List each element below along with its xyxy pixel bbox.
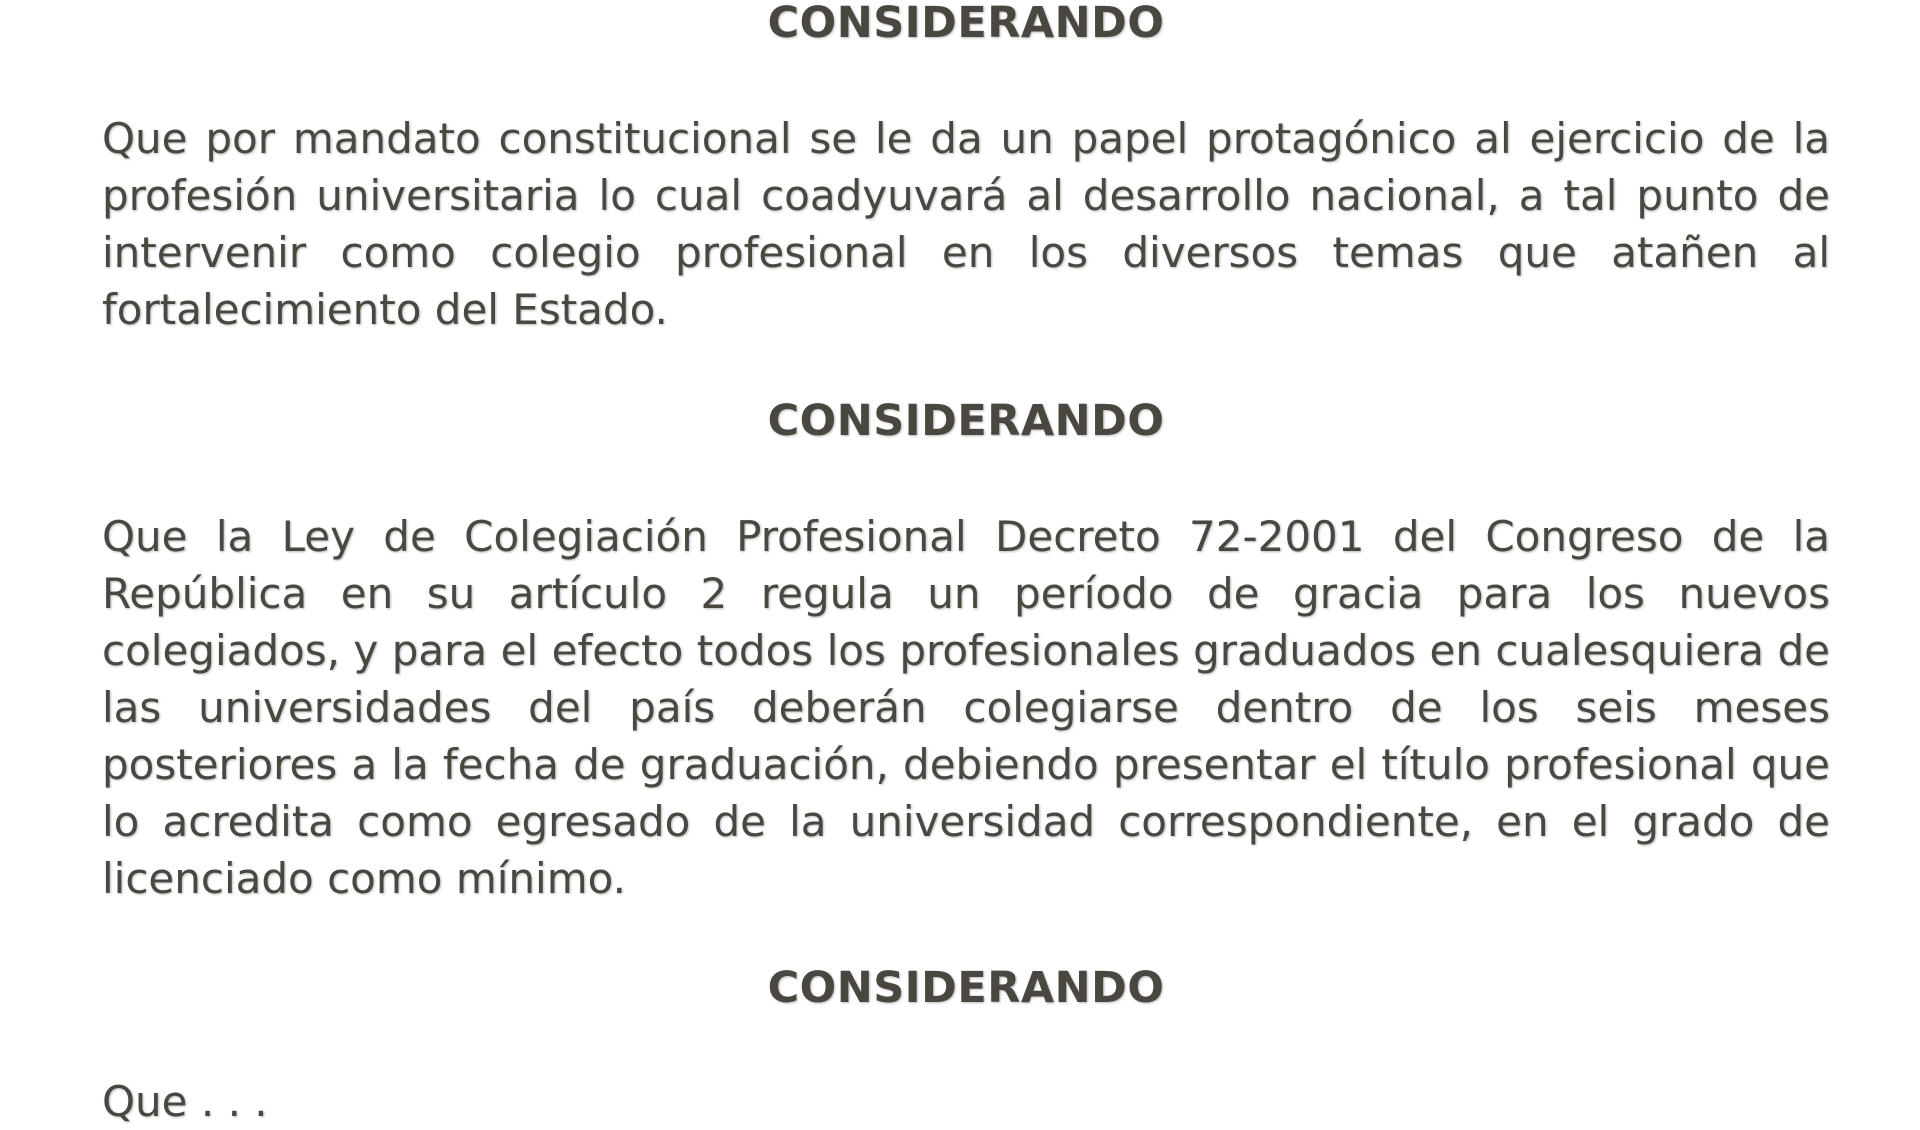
section-paragraph: Que la Ley de Colegiación Profesional Decreto 72-2001 del Congreso de la República en su artículo 2 regula un período de gracia para los nuevos colegiados, y para el efecto todos los profesionales graduados en cualesquiera de las universidades del país deberán colegiarse dentro de los seis meses posteriores a la fecha de graduación, debiendo presentar el título profesional que lo acredita como egresado de la universidad correspondiente, en el grado de licenciado como mínimo.: [102, 512, 1830, 903]
section-heading: CONSIDERANDO: [767, 963, 1165, 1013]
section-heading: CONSIDERANDO: [767, 0, 1165, 48]
section-paragraph: Que por mandato constitucional se le da un papel protagónico al ejercicio de la profesión universitaria lo cual coadyuvará al desarrollo nacional, a tal punto de intervenir como colegio profesional en los diversos temas que atañen al fortalecimiento del Estado.: [102, 114, 1830, 334]
section-paragraph: Que . . .: [102, 1077, 268, 1126]
section-heading: CONSIDERANDO: [767, 396, 1165, 446]
